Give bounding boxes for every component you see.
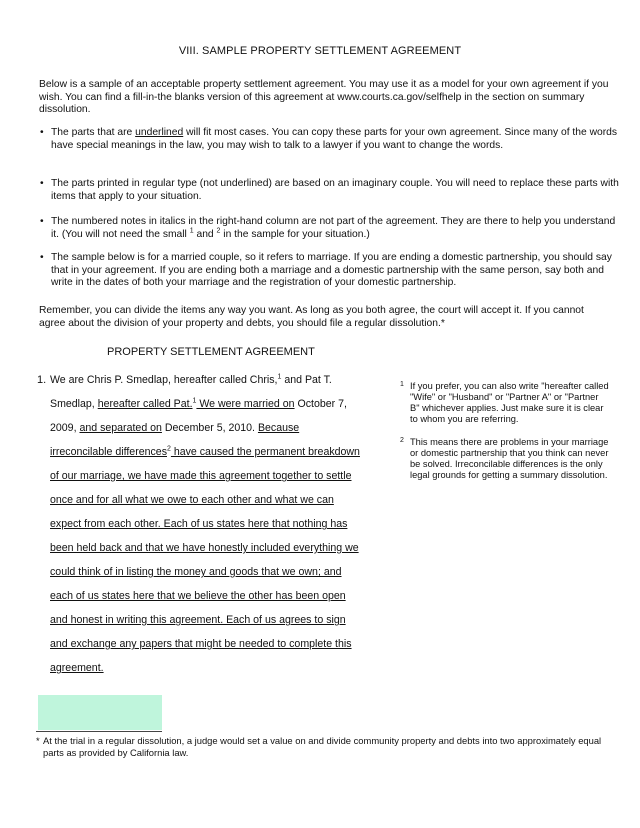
bullet-married-couple — [39, 252, 621, 290]
footnote-text: At the trial in a regular dissolution, a judge would set a value on and divide community property and debts into two approximately equal parts as provided by California law. — [43, 735, 602, 758]
bullet-text: The parts printed in regular type (not underlined) are based on an imaginary couple. You will need to replace these parts with items that apply to your situation. — [51, 178, 619, 202]
bullet-text: in the sample for your situation.) — [220, 228, 370, 240]
footnote-marker: * — [36, 735, 40, 746]
agreement-text: Smedlap, — [50, 398, 98, 410]
page-title: VIII. SAMPLE PROPERTY SETTLEMENT AGREEMENT — [178, 45, 462, 57]
agreement-line — [50, 374, 332, 386]
bullet-text: The parts that are — [51, 127, 136, 138]
footnote — [36, 735, 606, 758]
agreement-line: and exchange any papers that might be needed to complete this — [50, 638, 352, 650]
agreement-line: of our marriage, we have made this agreement together to settle — [50, 470, 352, 482]
agreement-line: expect from each other. Each of us states here that nothing has — [50, 518, 348, 530]
bullet-text: The sample below is for a married couple, so it refers to marriage. If you are ending a domestic partnership, you should say that in your agreement. If you are ending both a marriage and a domestic partnership with the same person, say both and write in the dates of both your marriage and the registration of your domestic partnership. — [51, 252, 612, 288]
intro-paragraph: Below is a sample of an acceptable property settlement agreement. You may use it as a model for your own agreement if you wish. You can find a fill-in-the blanks version of this agreement at www.courts.ca.gov/selfhelp in the section on summary dissolution. — [39, 79, 609, 115]
agreement-text: and Pat T. — [281, 374, 332, 386]
agreement-underlined: irreconcilable differences — [50, 446, 167, 458]
side-note-1 — [400, 381, 610, 425]
note-ref-2: 2 — [167, 445, 171, 453]
bullet-text: The numbered notes in italics in the right-hand column are not part of the agreement. They are there to help you understand it. (You will not need the small — [51, 216, 616, 240]
side-note-2 — [400, 437, 610, 481]
bullet-underlined-parts — [39, 127, 621, 152]
agreement-line: been held back and that we have honestly included everything we — [50, 542, 359, 554]
agreement-text: We are Chris P. Smedlap, hereafter called Chris, — [50, 374, 278, 386]
agreement-text: 2009, — [50, 422, 80, 434]
bullet-text: and — [193, 228, 217, 240]
superscript: 1 — [189, 227, 194, 235]
agreement-underlined: Because — [257, 422, 300, 434]
note-ref-1: 1 — [192, 397, 197, 405]
agreement-line — [50, 398, 347, 410]
bullet-regular-type — [39, 178, 621, 203]
agreement-underlined: and separated on — [79, 422, 162, 434]
remember-paragraph: Remember, you can divide the items any way you want. As long as you both agree, the court will accept it. If you cannot agree about the division of your property and debts, you should file a regular dissolution.* — [39, 305, 584, 329]
agreement-underlined: We were married on — [196, 398, 295, 410]
clause-number: 1. — [37, 374, 47, 386]
agreement-underlined: hereafter called Pat. — [97, 398, 193, 410]
agreement-text: October 7, — [294, 398, 347, 410]
agreement-line: once and for all what we owe to each other and what we can — [50, 494, 334, 506]
underlined-word: underlined — [135, 127, 184, 138]
footnote-divider — [36, 731, 162, 732]
bullet-dot: • — [40, 127, 44, 138]
agreement-text: December 5, 2010. — [161, 422, 258, 434]
bullet-text: will fit most cases. You can copy these parts for your own agreement. Since many of the words have special meanings in the law, you may wish to talk to a lawyer if you want to change the words. — [51, 127, 618, 151]
note-text: If you prefer, you can also write "hereafter called "Wife" or "Husband" or "Partner A" or "Partner B" whichever applies. Just make sure it is clear to whom you are referring. — [410, 381, 609, 424]
agreement-title: PROPERTY SETTLEMENT AGREEMENT — [107, 346, 315, 358]
agreement-underlined: have caused the permanent breakdown — [170, 446, 360, 458]
agreement-line — [50, 422, 299, 434]
bullet-dot: • — [40, 216, 44, 227]
agreement-line: could think of in listing the money and goods that we own; and — [50, 566, 342, 578]
note-number: 1 — [400, 381, 404, 388]
bullet-numbered-notes — [39, 216, 621, 241]
bullet-dot: • — [40, 178, 44, 189]
note-number: 2 — [400, 437, 404, 444]
note-ref-1: 1 — [277, 373, 282, 381]
agreement-line: each of us states here that we believe the other has been open — [50, 590, 346, 602]
note-text: This means there are problems in your marriage or domestic partnership that you think can never be solved. Irreconcilable differences is the only legal grounds for getting a summary dissolution. — [410, 437, 609, 480]
highlight-box — [38, 695, 162, 730]
agreement-line — [50, 446, 360, 458]
agreement-line: agreement. — [50, 662, 104, 674]
bullet-dot: • — [40, 252, 44, 263]
agreement-line: and honest in writing this agreement. Each of us agrees to sign — [50, 614, 346, 626]
superscript: 2 — [216, 227, 221, 235]
